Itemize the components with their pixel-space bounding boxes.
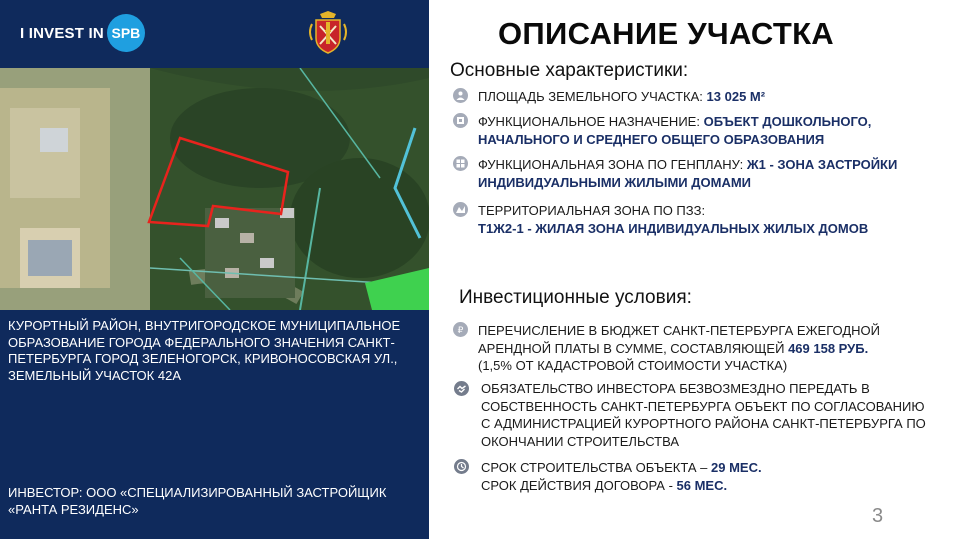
rent-item bbox=[478, 322, 918, 375]
main-characteristics-heading: Основные характеристики: bbox=[450, 60, 689, 81]
obligation-item: ОБЯЗАТЕЛЬСТВО ИНВЕСТОРА БЕЗВОЗМЕЗДНО ПЕРЕДАТЬ В СОБСТВЕННОСТЬ САНКТ-ПЕТЕРБУРГА ОБЪЕКТ ПО СОГЛАСОВАНИЮ С АДМИНИСТРАЦИЕЙ КУРОРТНОГО РАЙОНА САНКТ-ПЕТЕРБУРГА ПО ОКОНЧАНИИ СТРОИТЕЛЬСТВА bbox=[481, 381, 926, 449]
contract-term-label: СРОК ДЕЙСТВИЯ ДОГОВОРА - bbox=[481, 477, 673, 493]
purpose-icon bbox=[453, 113, 468, 128]
purpose-label: ФУНКЦИОНАЛЬНОЕ НАЗНАЧЕНИЕ: bbox=[478, 114, 700, 129]
ruble-icon bbox=[453, 322, 468, 337]
area-label: ПЛОЩАДЬ ЗЕМЕЛЬНОГО УЧАСТКА: bbox=[478, 89, 703, 104]
logo-spb-badge: SPB bbox=[107, 14, 145, 52]
contract-term-value: 56 МЕС. bbox=[676, 477, 728, 493]
page-title: ОПИСАНИЕ УЧАСТКА bbox=[498, 16, 834, 51]
territory-item bbox=[478, 202, 928, 237]
zone-item bbox=[478, 156, 948, 191]
zone-icon bbox=[453, 156, 468, 171]
territory-icon bbox=[453, 202, 468, 217]
logo-text: I INVEST IN bbox=[20, 24, 104, 42]
area-icon bbox=[453, 88, 468, 103]
purpose-value: ОБЪЕКТ ДОШКОЛЬНОГО, НАЧАЛЬНОГО И СРЕДНЕГО ОБЩЕГО ОБРАЗОВАНИЯ bbox=[478, 114, 872, 147]
rent-text: ПЕРЕЧИСЛЕНИЕ В БЮДЖЕТ САНКТ-ПЕТЕРБУРГА ЕЖЕГОДНОЙ АРЕНДНОЙ ПЛАТЫ В СУММЕ, СОСТАВЛЯЮЩЕЙ bbox=[478, 323, 880, 356]
construction-term-label: СРОК СТРОИТЕЛЬСТВА ОБЪЕКТА – bbox=[481, 460, 708, 475]
page-number: 3 bbox=[872, 505, 884, 527]
aerial-map bbox=[0, 68, 429, 310]
territory-label: ТЕРРИТОРИАЛЬНАЯ ЗОНА ПО ПЗЗ: bbox=[478, 203, 706, 218]
territory-value: Т1Ж2-1 - ЖИЛАЯ ЗОНА ИНДИВИДУАЛЬНЫХ ЖИЛЫХ ДОМОВ bbox=[478, 220, 869, 236]
invest-in-spb-logo bbox=[20, 14, 145, 52]
left-panel bbox=[0, 0, 429, 539]
coat-of-arms-icon bbox=[306, 10, 350, 56]
area-value: 13 025 М² bbox=[706, 89, 766, 104]
terms-item bbox=[481, 459, 901, 494]
zone-value: Ж1 - ЗОНА ЗАСТРОЙКИ ИНДИВИДУАЛЬНЫМИ ЖИЛЫМИ ДОМАМИ bbox=[478, 157, 898, 190]
area-item bbox=[478, 88, 898, 106]
clock-icon bbox=[454, 459, 469, 474]
rent-amount: 469 158 РУБ. bbox=[788, 340, 869, 356]
handshake-icon bbox=[454, 381, 469, 396]
zone-label: ФУНКЦИОНАЛЬНАЯ ЗОНА ПО ГЕНПЛАНУ: bbox=[478, 157, 744, 172]
svg-text:₽: ₽ bbox=[457, 326, 464, 335]
rent-note: (1,5% ОТ КАДАСТРОВОЙ СТОИМОСТИ УЧАСТКА) bbox=[478, 358, 788, 373]
construction-term-value: 29 МЕС. bbox=[711, 460, 762, 475]
purpose-item bbox=[478, 113, 918, 148]
location-description: КУРОРТНЫЙ РАЙОН, ВНУТРИГОРОДСКОЕ МУНИЦИПАЛЬНОЕ ОБРАЗОВАНИЕ ГОРОДА ФЕДЕРАЛЬНОГО ЗНАЧЕНИЯ САНКТ-ПЕТЕРБУРГА ГОРОД ЗЕЛЕНОГОРСК, КРИВОНОСОВСКАЯ УЛ., ЗЕМЕЛЬНЫЙ УЧАСТОК 42А bbox=[8, 318, 401, 383]
investor-name: ИНВЕСТОР: ООО «СПЕЦИАЛИЗИРОВАННЫЙ ЗАСТРОЙЩИК «РАНТА РЕЗИДЕНС» bbox=[8, 485, 387, 517]
investment-conditions-heading: Инвестиционные условия: bbox=[459, 287, 692, 308]
